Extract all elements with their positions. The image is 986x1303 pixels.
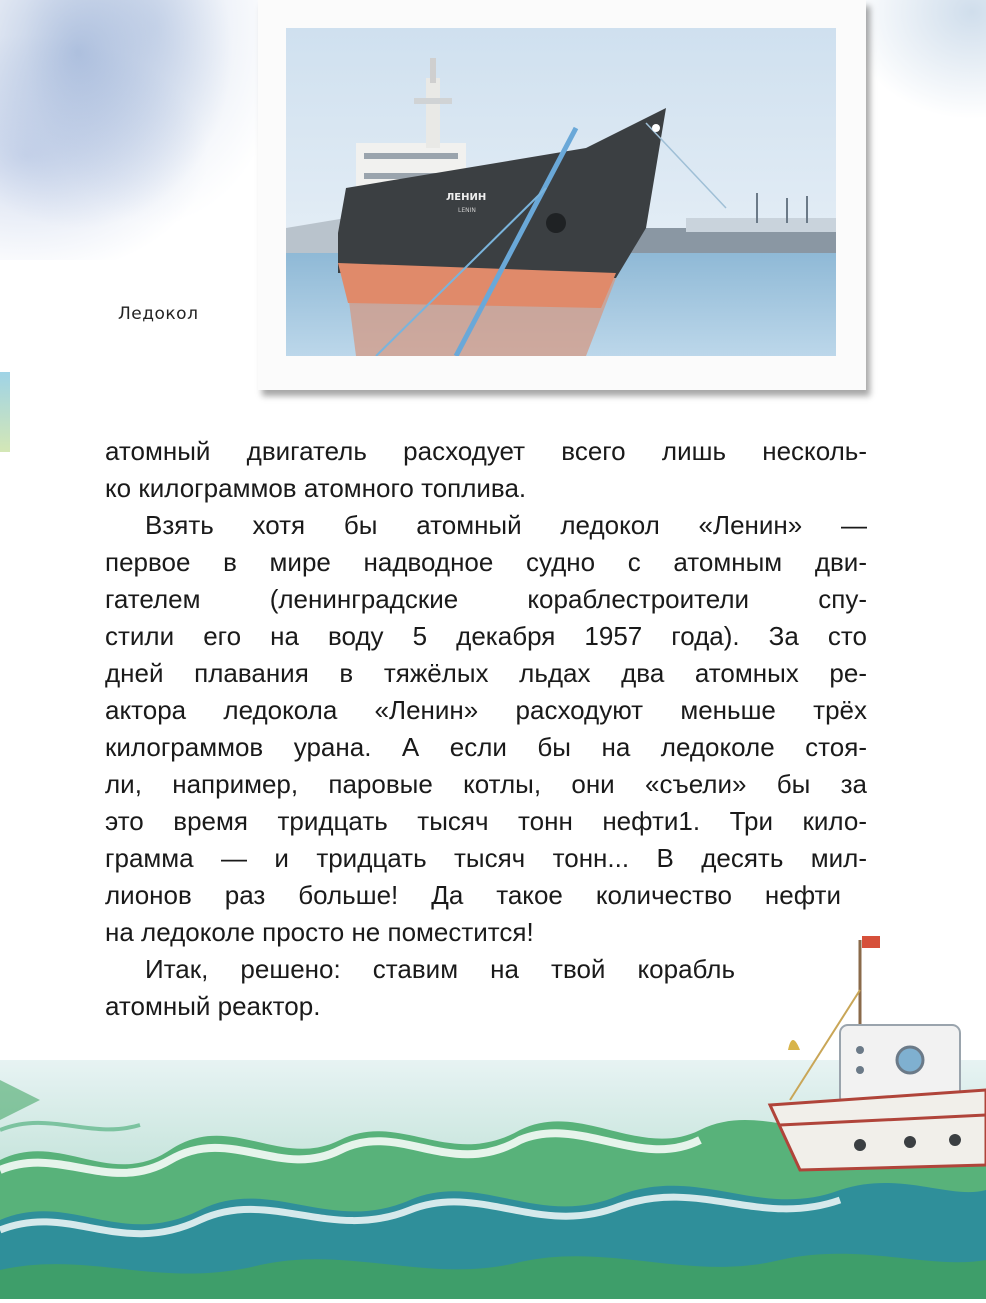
paragraph-2-line-3: гателем (ленинградские кораблестроители спу- bbox=[105, 584, 867, 614]
toy-ship-illustration bbox=[760, 930, 986, 1180]
body-text bbox=[105, 433, 867, 1025]
ship-name-label: ЛЕНИН bbox=[446, 192, 487, 203]
photo-caption: Ледокол bbox=[118, 304, 199, 324]
ship-name-small-label: LENIN bbox=[458, 207, 476, 214]
paragraph-2-line-1: Взять хотя бы атомный ледокол «Ленин» — bbox=[145, 510, 867, 540]
watercolor-sky-right bbox=[846, 0, 986, 120]
paragraph-3-line-2: атомный реактор. bbox=[105, 991, 321, 1021]
paragraph-2-line-7: килограммов урана. А если бы на ледоколе стоя- bbox=[105, 732, 867, 762]
paragraph-2-line-5: дней плавания в тяжёлых льдах два атомных ре- bbox=[105, 658, 867, 688]
paragraph-1-line-2: ко килограммов атомного топлива. bbox=[105, 473, 527, 503]
icebreaker-photo bbox=[286, 28, 836, 356]
watercolor-sky-left bbox=[0, 0, 260, 260]
edge-illustration-strip bbox=[0, 372, 10, 452]
paragraph-3-line-1: Итак, решено: ставим на твой корабль bbox=[145, 954, 735, 984]
paragraph-2-line-8: ли, например, паровые котлы, они «съели» бы за bbox=[105, 769, 867, 799]
paragraph-2-line-11: лионов раз больше! Да такое количество нефти bbox=[105, 880, 841, 910]
paragraph-2-line-9: это время тридцать тысяч тонн нефти1. Три кило- bbox=[105, 806, 867, 836]
paragraph-2-line-2: первое в мире надводное судно с атомным дви- bbox=[105, 547, 867, 577]
paragraph-1-line-1: атомный двигатель расходует всего лишь несколь- bbox=[105, 436, 867, 466]
paragraph-2-line-4: стили его на воду 5 декабря 1957 года). За сто bbox=[105, 621, 867, 651]
paragraph-2-line-12: на ледоколе просто не поместится! bbox=[105, 917, 534, 947]
paragraph-2-line-6: актора ледокола «Ленин» расходуют меньше трёх bbox=[105, 695, 867, 725]
paragraph-2-line-10: грамма — и тридцать тысяч тонн... В десять мил- bbox=[105, 843, 867, 873]
photo-frame bbox=[258, 0, 866, 390]
